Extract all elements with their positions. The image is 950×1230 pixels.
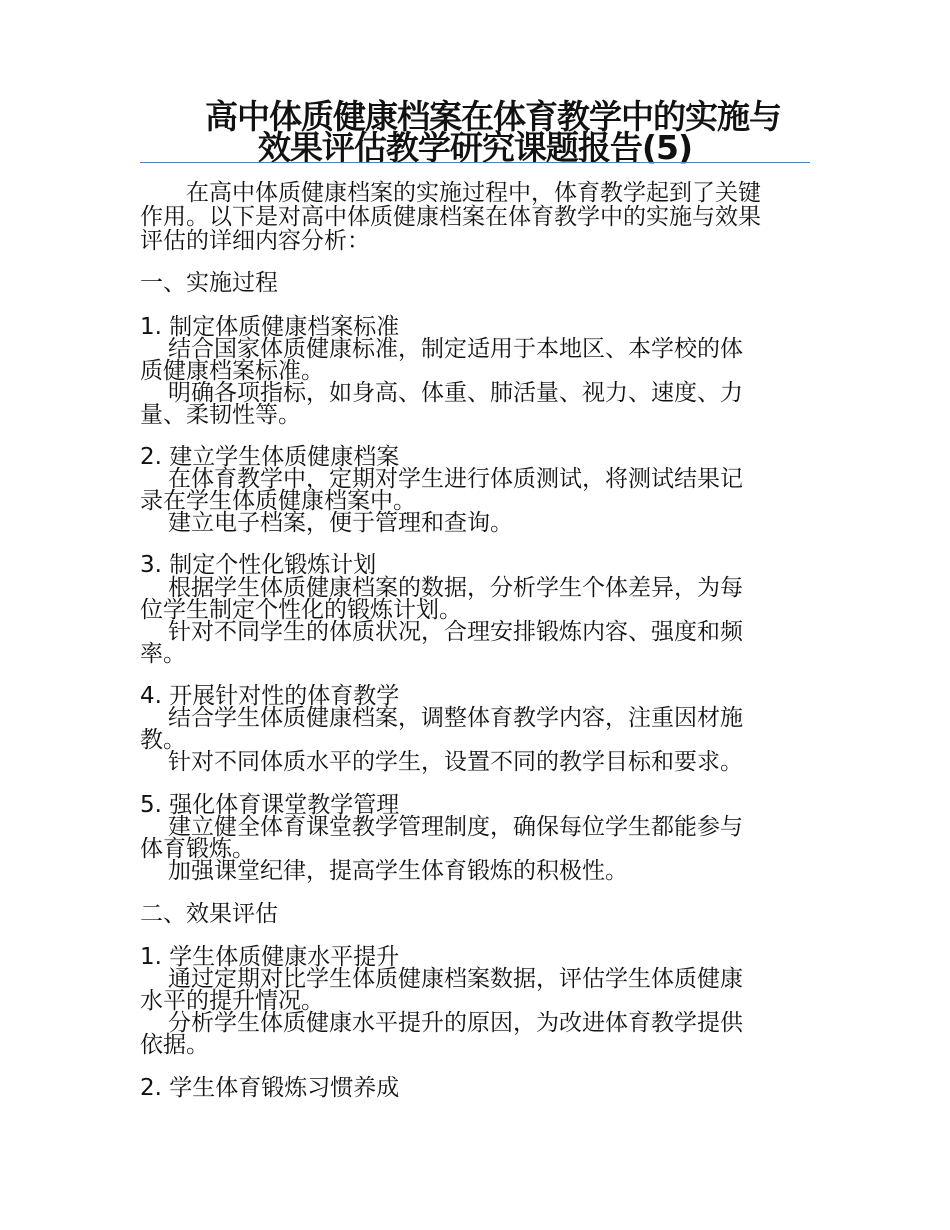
paragraph-line: 水平的提升情况。 (140, 988, 324, 1014)
paragraph-line: 结合国家体质健康标准，制定适用于本地区、本学校的体 (168, 336, 743, 362)
subsection-heading: 2. 建立学生体质健康档案 (140, 444, 400, 470)
paragraph-line: 根据学生体质健康档案的数据，分析学生个体差异，为每 (168, 575, 743, 601)
subsection-heading: 4. 开展针对性的体育教学 (140, 683, 400, 709)
paragraph-line: 量、柔韧性等。 (140, 402, 301, 428)
section-heading-implementation: 一、实施过程 (140, 270, 278, 296)
paragraph-line: 针对不同体质水平的学生，设置不同的教学目标和要求。 (168, 749, 743, 775)
paragraph-line: 位学生制定个性化的锻炼计划。 (140, 597, 462, 623)
paragraph-line: 质健康档案标准。 (140, 358, 324, 384)
subsection-heading: 5. 强化体育课堂教学管理 (140, 792, 400, 818)
paragraph-line: 通过定期对比学生体质健康档案数据，评估学生体质健康 (168, 966, 743, 992)
intro-line: 在高中体质健康档案的实施过程中，体育教学起到了关键 (186, 180, 761, 206)
document-title-line-2: 效果评估教学研究课题报告(5) (257, 128, 693, 167)
document-title-line-1: 高中体质健康档案在体育教学中的实施与 (205, 97, 781, 136)
intro-line: 作用。以下是对高中体质健康档案在体育教学中的实施与效果 (140, 204, 761, 230)
section-heading-evaluation: 二、效果评估 (140, 901, 278, 927)
paragraph-line: 结合学生体质健康档案，调整体育教学内容，注重因材施 (168, 705, 743, 731)
paragraph-line: 建立电子档案，便于管理和查询。 (168, 510, 513, 536)
paragraph-line: 针对不同学生的体质状况，合理安排锻炼内容、强度和频 (168, 619, 743, 645)
paragraph-line: 明确各项指标，如身高、体重、肺活量、视力、速度、力 (168, 380, 743, 406)
title-divider (140, 162, 810, 163)
paragraph-line: 教。 (140, 727, 186, 753)
paragraph-line: 建立健全体育课堂教学管理制度，确保每位学生都能参与 (168, 814, 743, 840)
subsection-heading: 2. 学生体育锻炼习惯养成 (140, 1075, 400, 1101)
paragraph-line: 率。 (140, 641, 186, 667)
subsection-heading: 3. 制定个性化锻炼计划 (140, 552, 377, 578)
intro-line: 评估的详细内容分析： (140, 228, 370, 254)
subsection-heading: 1. 学生体质健康水平提升 (140, 944, 400, 970)
paragraph-line: 分析学生体质健康水平提升的原因，为改进体育教学提供 (168, 1010, 743, 1036)
paragraph-line: 录在学生体质健康档案中。 (140, 488, 416, 514)
paragraph-line: 依据。 (140, 1032, 209, 1058)
paragraph-line: 在体育教学中，定期对学生进行体质测试，将测试结果记 (168, 466, 743, 492)
paragraph-line: 加强课堂纪律，提高学生体育锻炼的积极性。 (168, 858, 628, 884)
paragraph-line: 体育锻炼。 (140, 836, 255, 862)
subsection-heading: 1. 制定体质健康档案标准 (140, 314, 400, 340)
